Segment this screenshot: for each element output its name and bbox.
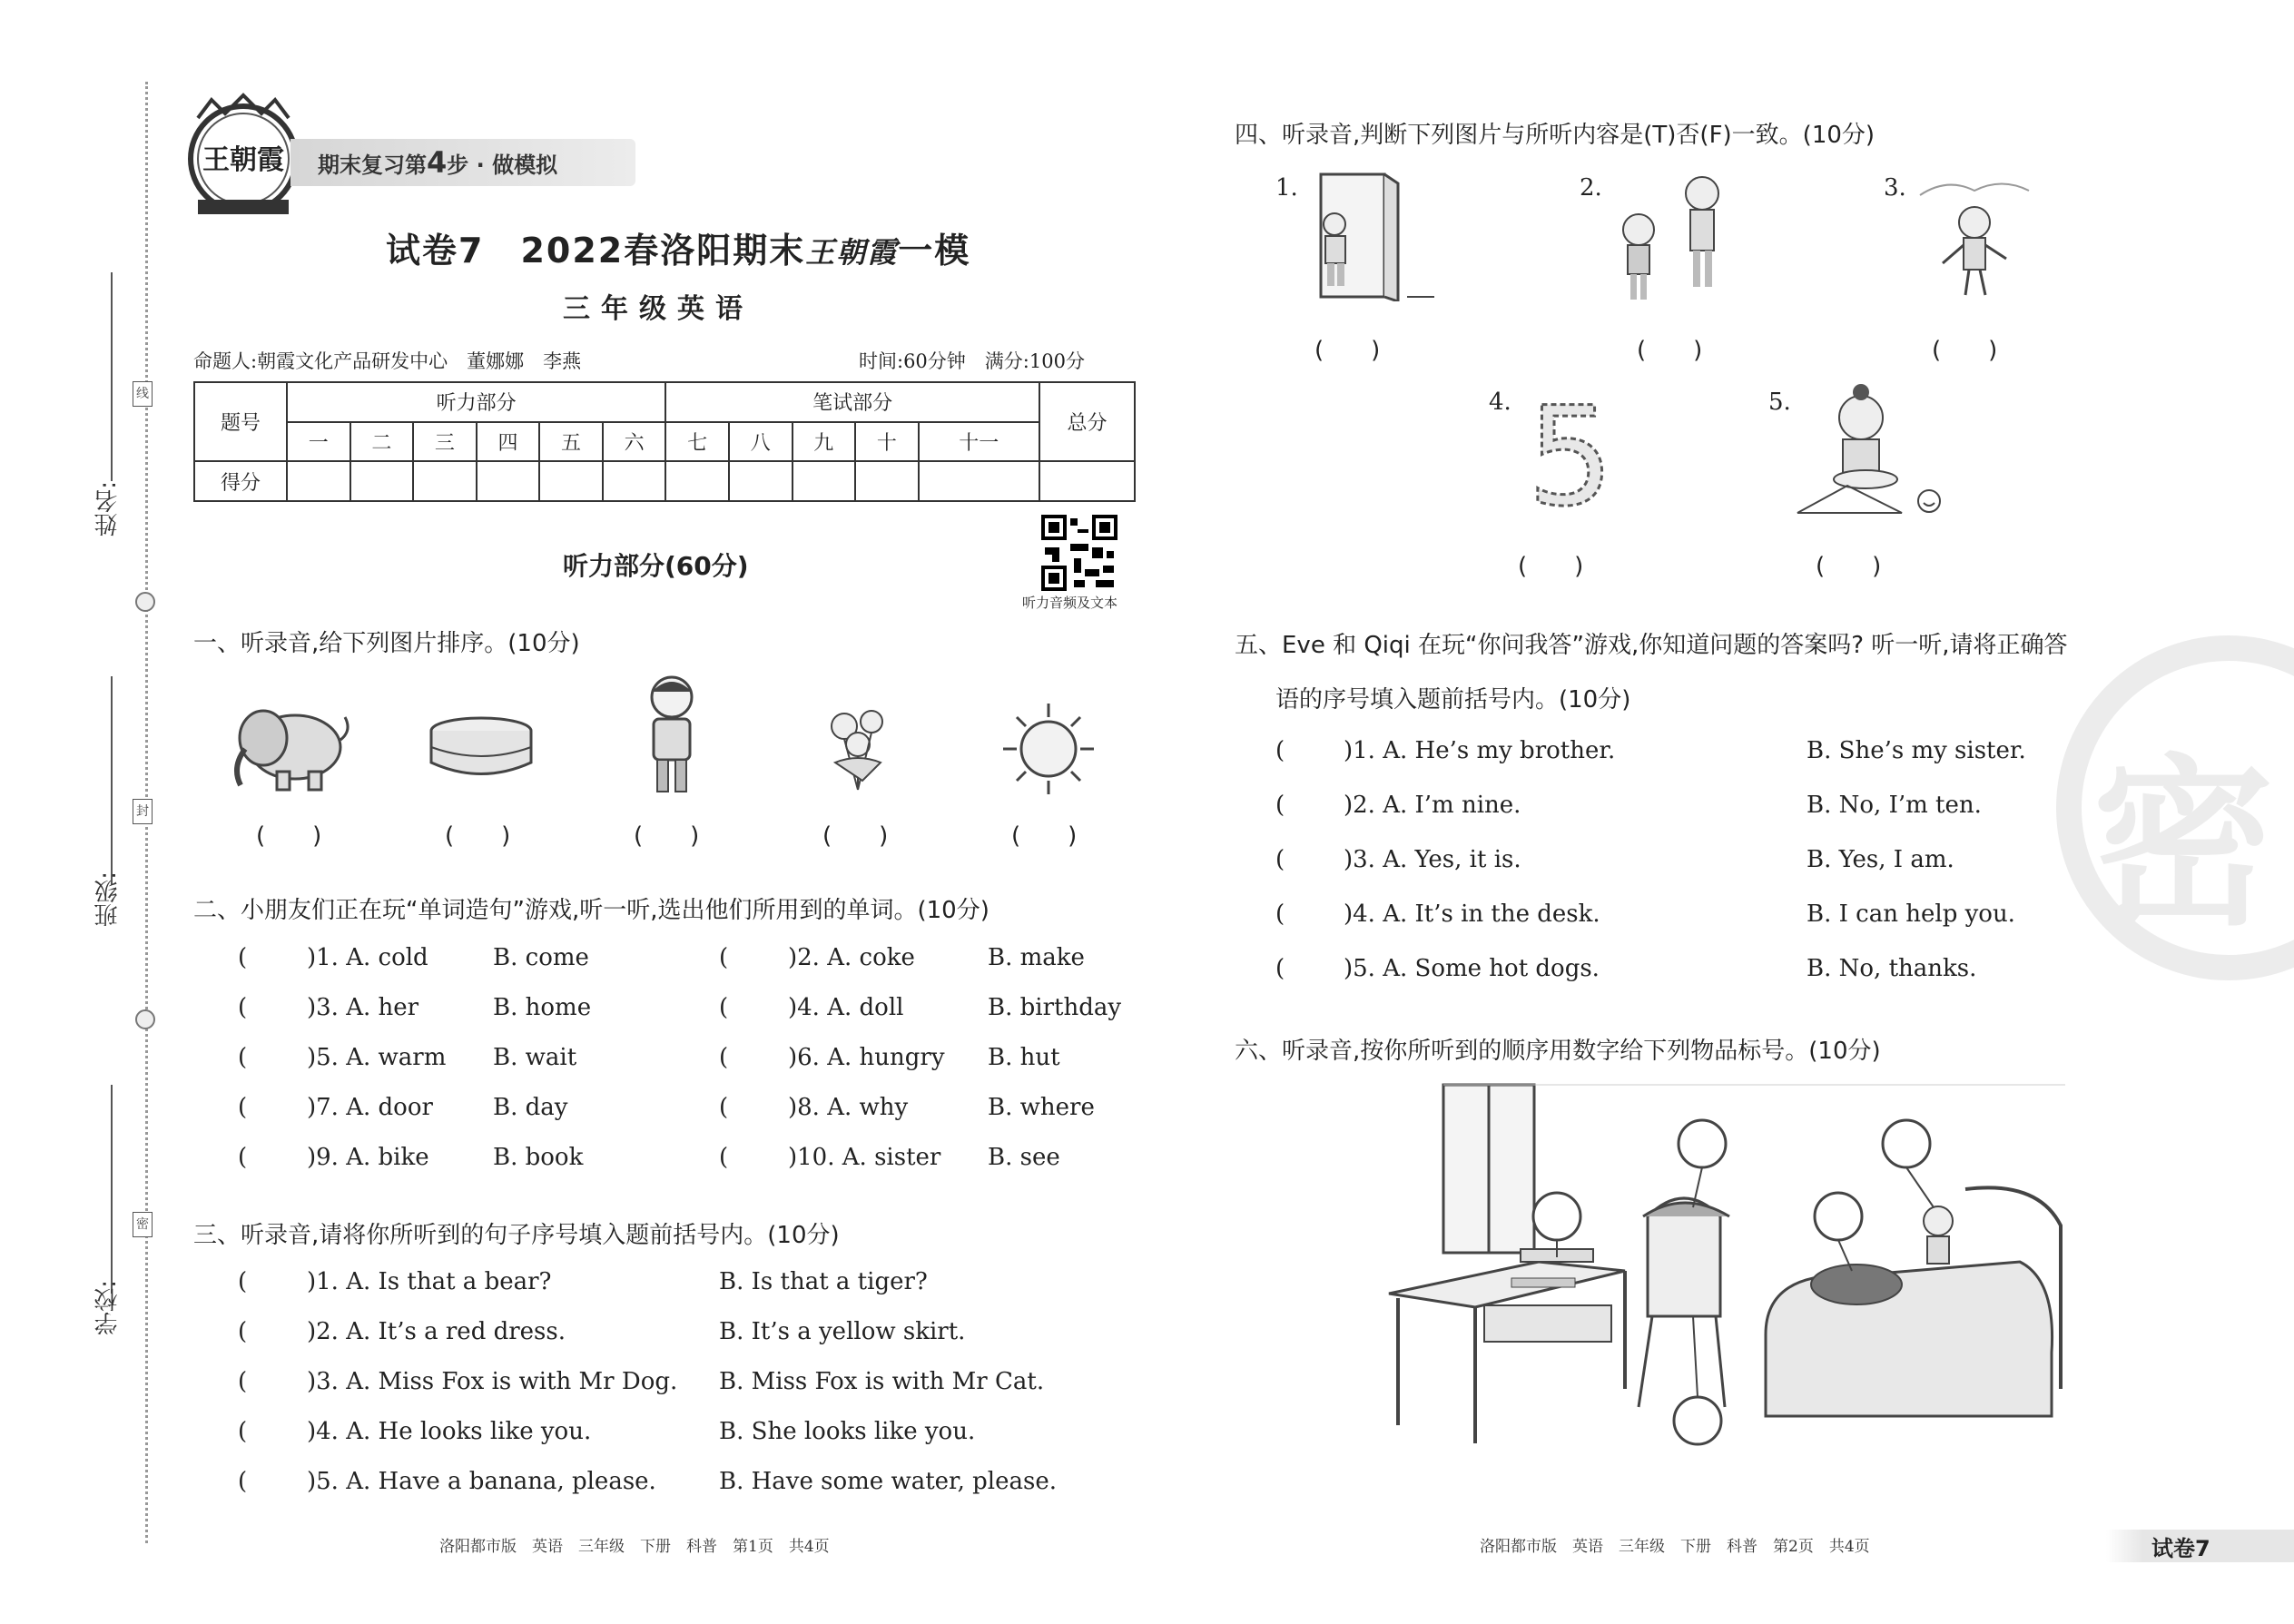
q2-item-7: )7. A. door [307,1094,433,1121]
q4-label-3: 3. [1884,174,1906,202]
writing-header: 笔试部分 [665,382,1039,422]
q2-item-6-b: B. hut [988,1044,1060,1071]
q1-answer-4[interactable]: ( ) [822,822,889,850]
score-cell[interactable] [729,461,793,501]
binding-mark-seal: 封 [133,799,153,824]
girl-cake-picture [1793,381,1956,517]
col-question-number: 题号 [194,382,287,461]
doll [1924,1206,1953,1235]
q6-title: 六、听录音,按你所听到的顺序用数字给下列物品标号。(10分) [1235,1038,1881,1065]
q2-item-5: )5. A. warm [307,1044,447,1071]
score-cell[interactable] [287,461,350,501]
score-cell[interactable] [665,461,729,501]
cake-picture [427,713,536,785]
two-boys-picture [1607,171,1743,307]
class-underline [111,676,113,885]
q2-paren[interactable]: ( [719,944,729,971]
q2-item-1: )1. A. cold [307,944,428,971]
svg-text:王朝霞: 王朝霞 [202,144,284,176]
q3-title: 三、听录音,请将你所听到的句子序号填入题前括号内。(10分) [193,1222,840,1249]
q5-item-1-b: B. She’s my sister. [1807,737,2026,764]
score-cell[interactable] [603,461,666,501]
q2-item-9: )9. A. bike [307,1144,429,1171]
paper-tag-label: 试卷7 [2151,1536,2210,1561]
score-cell[interactable] [919,461,1039,501]
binding-hole [135,1009,155,1029]
name-label: 姓名: [94,481,122,536]
q5-item-2-a: )2. A. I’m nine. [1344,792,1521,819]
q3-paren[interactable]: ( [238,1318,248,1345]
col-num: 一 [287,422,350,462]
q5-paren[interactable]: ( [1275,792,1285,819]
q5-item-4-b: B. I can help you. [1807,901,2015,928]
q3-item-5-a: )5. A. Have a banana, please. [307,1468,656,1495]
q2-item-4-b: B. birthday [988,994,1122,1021]
q1-answer-1[interactable]: ( ) [256,822,322,850]
q5-item-2-b: B. No, I’m ten. [1807,792,1982,819]
page-footer-left: 洛阳都市版 英语 三年级 下册 科普 第1页 共4页 [439,1538,830,1556]
q3-paren[interactable]: ( [238,1368,248,1395]
answer-circle-4[interactable] [1883,1120,1930,1167]
q2-item-8-b: B. where [988,1094,1095,1121]
binding-hole [135,592,155,612]
paper-subtitle: 三年级英语 [563,293,753,325]
q4-answer-3[interactable]: ( ) [1932,337,1998,364]
q3-item-4-b: B. She looks like you. [719,1418,976,1445]
q2-item-9-b: B. book [493,1144,584,1171]
q4-label-4: 4. [1489,389,1511,416]
q3-item-4-a: )4. A. He looks like you. [307,1418,592,1445]
class-label: 班级: [94,871,122,927]
q5-item-3-a: )3. A. Yes, it is. [1344,846,1521,873]
q2-item-10: )10. A. sister [788,1144,941,1171]
q2-item-8: )8. A. why [788,1094,909,1121]
answer-circle-1[interactable] [1679,1120,1726,1167]
score-cell[interactable] [413,461,477,501]
qr-caption: 听力音频及文本 [1022,595,1118,611]
q2-item-2-b: B. make [988,944,1085,971]
svg-text:5: 5 [1527,390,1614,517]
publisher-logo [180,91,307,227]
score-cell[interactable] [539,461,603,501]
binding-mark-line: 线 [133,381,153,407]
col-num: 六 [603,422,666,462]
q3-paren[interactable]: ( [238,1268,248,1295]
q2-paren[interactable]: ( [238,1144,248,1171]
answer-circle-2[interactable] [1533,1193,1580,1240]
page-footer-right: 洛阳都市版 英语 三年级 下册 科普 第2页 共4页 [1480,1538,1870,1556]
q1-answer-2[interactable]: ( ) [445,822,511,850]
q2-item-10-b: B. see [988,1144,1060,1171]
q4-answer-5[interactable]: ( ) [1816,553,1882,580]
binding-mark-secret: 密 [133,1212,153,1237]
col-num: 二 [350,422,414,462]
q4-answer-2[interactable]: ( ) [1637,337,1703,364]
q3-item-3-a: )3. A. Miss Fox is with Mr Dog. [307,1368,678,1395]
q5-title-line-2: 语的序号填入题前括号内。(10分) [1275,686,1631,714]
col-num: 十一 [919,422,1039,462]
q5-paren[interactable]: ( [1275,846,1285,873]
paper-title: 试卷7 2022春洛阳期末王朝霞一模 [386,231,971,271]
q2-paren[interactable]: ( [238,1094,248,1121]
girl-outdoor-picture [1911,168,2038,304]
q3-paren[interactable]: ( [238,1468,248,1495]
answer-circle-5[interactable] [1674,1397,1721,1444]
score-cell[interactable] [855,461,919,501]
score-cell[interactable] [350,461,414,501]
paper-authors: 命题人:朝霞文化产品研发中心 董娜娜 李燕 [193,350,582,372]
q5-item-5-b: B. No, thanks. [1807,955,1977,982]
door-boy-picture [1307,165,1443,301]
q4-label-5: 5. [1768,389,1791,416]
score-cell[interactable] [793,461,856,501]
sun-picture [999,699,1098,799]
col-num: 九 [793,422,856,462]
q3-item-2-b: B. It’s a yellow skirt. [719,1318,966,1345]
total-header: 总分 [1039,382,1135,461]
q4-label-2: 2. [1580,174,1602,202]
q2-paren[interactable]: ( [238,944,248,971]
q3-item-1-a: )1. A. Is that a bear? [307,1268,552,1295]
q2-item-1-b: B. come [493,944,589,971]
col-num: 八 [729,422,793,462]
desk [1389,1262,1625,1307]
q5-paren[interactable]: ( [1275,955,1285,982]
q2-item-5-b: B. wait [493,1044,577,1071]
q2-item-7-b: B. day [493,1094,568,1121]
q3-item-2-a: )2. A. It’s a red dress. [307,1318,566,1345]
seal-watermark-glyph: 密 [2092,739,2275,950]
q2-paren[interactable]: ( [719,1044,729,1071]
col-num: 五 [539,422,603,462]
q2-paren[interactable]: ( [238,994,248,1021]
q3-paren[interactable]: ( [238,1418,248,1445]
listening-section-title: 听力部分(60分) [563,551,749,581]
qr-code[interactable] [1041,515,1117,591]
q1-answer-3[interactable]: ( ) [634,822,700,850]
col-num: 三 [413,422,477,462]
q5-paren[interactable]: ( [1275,901,1285,928]
q2-item-3: )3. A. her [307,994,419,1021]
q4-answer-4[interactable]: ( ) [1518,553,1584,580]
q3-item-3-b: B. Miss Fox is with Mr Cat. [719,1368,1045,1395]
q2-title: 二、小朋友们正在玩“单词造句”游戏,听一听,选出他们所用到的单词。(10分) [193,897,989,924]
col-num: 十 [855,422,919,462]
q4-title: 四、听录音,判断下列图片与所听内容是(T)否(F)一致。(10分) [1235,122,1876,149]
q2-paren[interactable]: ( [238,1044,248,1071]
col-num: 七 [665,422,729,462]
q4-label-1: 1. [1275,174,1298,202]
q2-item-4: )4. A. doll [788,994,904,1021]
school-label: 学校: [94,1280,122,1335]
answer-circle-3[interactable] [1815,1193,1862,1240]
q2-item-6: )6. A. hungry [788,1044,945,1071]
q2-paren[interactable]: ( [719,994,729,1021]
listening-header: 听力部分 [287,382,665,422]
q1-answer-5[interactable]: ( ) [1011,822,1078,850]
col-num: 四 [477,422,540,462]
q5-item-3-b: B. Yes, I am. [1807,846,1954,873]
review-step-banner: 期末复习第4步 · 做模拟 [290,139,635,186]
q3-item-5-b: B. Have some water, please. [719,1468,1057,1495]
q3-item-1-b: B. Is that a tiger? [719,1268,928,1295]
bedroom-scene [1384,1080,2065,1452]
q2-item-2: )2. A. coke [788,944,915,971]
score-table [193,381,1136,502]
q5-item-4-a: )4. A. It’s in the desk. [1344,901,1600,928]
flowers-picture [808,699,908,799]
boy-picture [631,672,713,799]
score-cell[interactable] [477,461,540,501]
total-cell[interactable] [1039,461,1135,501]
q5-item-1-a: )1. A. He’s my brother. [1344,737,1616,764]
q2-paren[interactable]: ( [719,1094,729,1121]
q1-title: 一、听录音,给下列图片排序。(10分) [193,630,580,657]
q5-paren[interactable]: ( [1275,737,1285,764]
q4-answer-1[interactable]: ( ) [1314,337,1381,364]
number-five-picture [1516,390,1625,517]
elephant-picture [227,694,354,794]
time-and-score: 时间:60分钟 满分:100分 [859,350,1085,372]
name-underline [111,272,113,481]
q2-item-3-b: B. home [493,994,592,1021]
bed [1766,1262,2053,1416]
q2-paren[interactable]: ( [719,1144,729,1171]
row-score-label: 得分 [194,461,287,501]
bag [1811,1265,1902,1304]
q5-title-line-1: 五、Eve 和 Qiqi 在玩“你问我答”游戏,你知道问题的答案吗? 听一听,请将正确答 [1235,632,2068,659]
school-underline [111,1085,113,1294]
q5-item-5-a: )5. A. Some hot dogs. [1344,955,1600,982]
